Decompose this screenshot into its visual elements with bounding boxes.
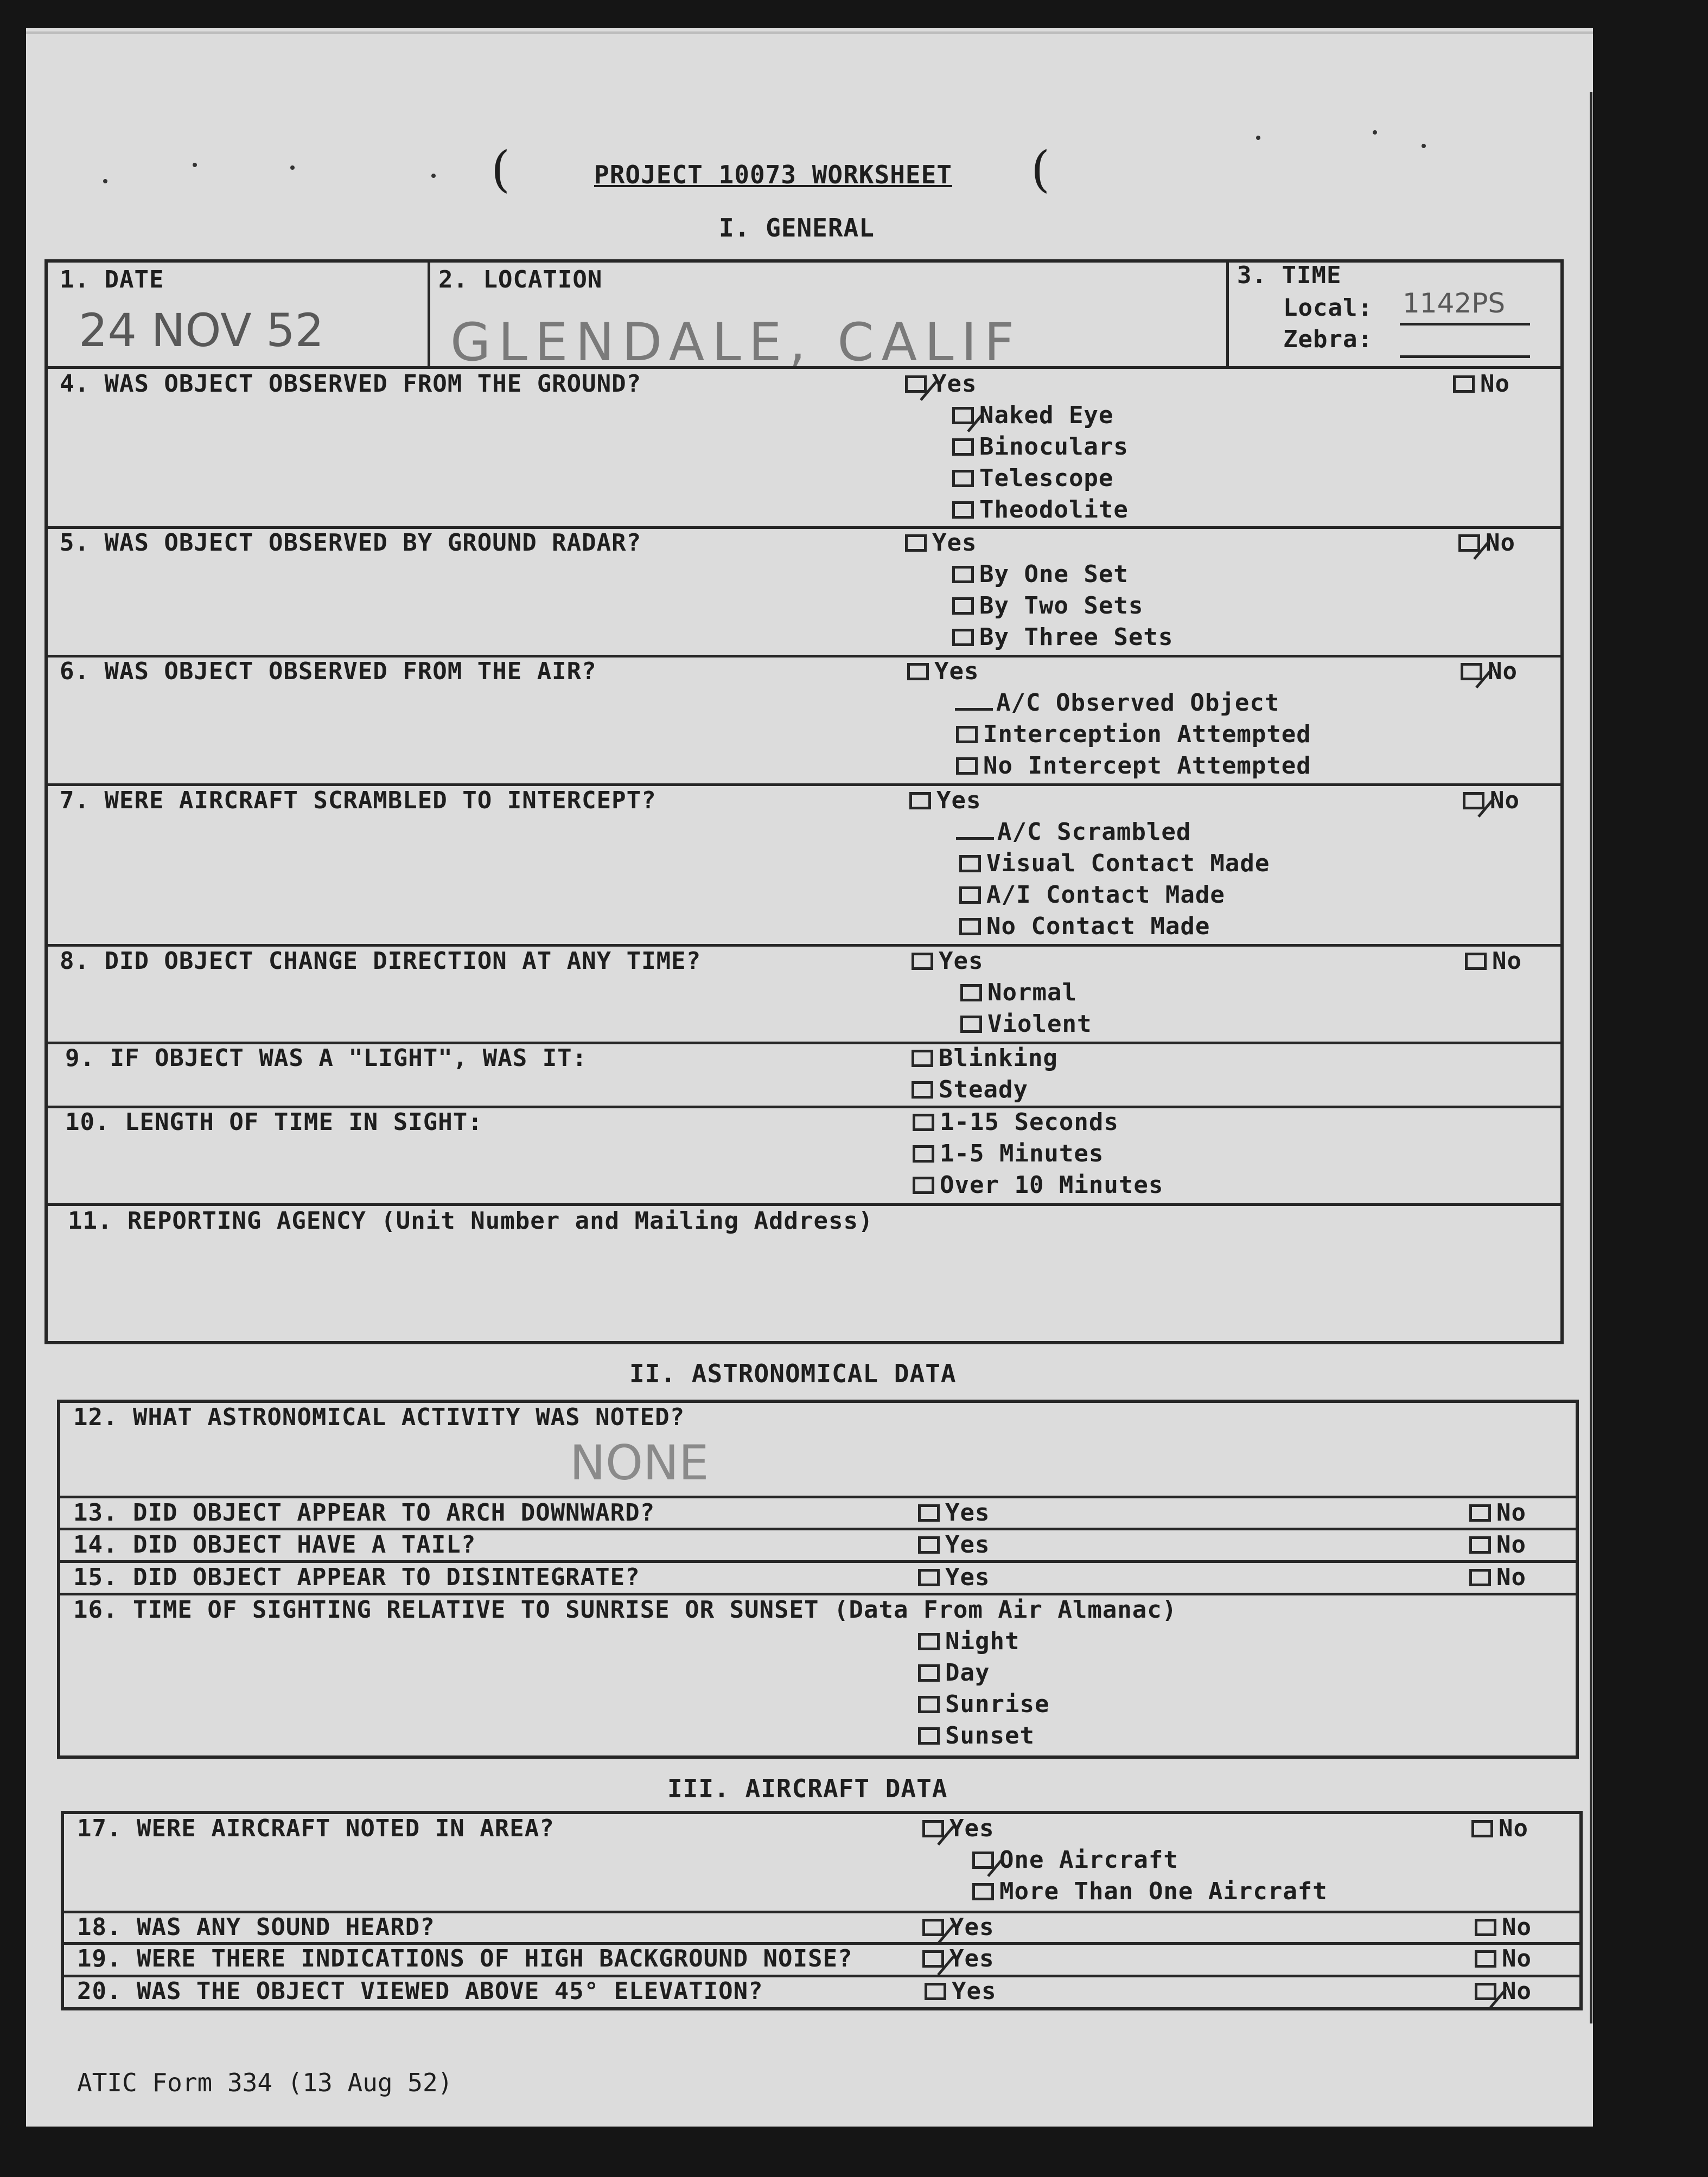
paren-mark: (	[1031, 141, 1050, 198]
q5-yes-checkbox[interactable]	[905, 534, 927, 552]
paren-mark: (	[491, 141, 511, 198]
q17-no-text: No	[1499, 1815, 1528, 1842]
q16-day-checkbox[interactable]	[918, 1664, 940, 1682]
time-label: 3. TIME	[1237, 261, 1342, 289]
q7-option-visual-contact[interactable]	[959, 850, 1270, 877]
q19-yes-text: Yes	[949, 1945, 995, 1972]
zebra-time-line	[1400, 355, 1530, 358]
q5-option-two-sets[interactable]	[952, 592, 1143, 620]
q7-label: 7. WERE AIRCRAFT SCRAMBLED TO INTERCEPT?	[60, 787, 657, 814]
q10-over-10-minutes-text: Over 10 Minutes	[940, 1171, 1164, 1199]
q8-no-checkbox[interactable]	[1465, 953, 1487, 970]
zebra-label: Zebra:	[1283, 325, 1373, 353]
q7-yes-text: Yes	[936, 787, 982, 814]
q6-no-checkbox[interactable]	[1461, 663, 1482, 680]
q13-no-checkbox[interactable]	[1469, 1504, 1491, 1522]
local-label: Local:	[1283, 294, 1373, 322]
q4-option-binoculars[interactable]	[952, 433, 1129, 461]
q17-label: 17. WERE AIRCRAFT NOTED IN AREA?	[77, 1815, 555, 1842]
q4-telescope-text: Telescope	[979, 464, 1114, 492]
q14-yes-text: Yes	[945, 1531, 990, 1559]
q15-yes-text: Yes	[945, 1563, 990, 1591]
q4-no-text: No	[1480, 370, 1510, 398]
q4-no-option[interactable]	[1453, 370, 1510, 398]
speck	[431, 174, 436, 178]
location-value[interactable]: GLENDALE, CALIF	[450, 312, 1022, 373]
q6-interception-attempted-checkbox[interactable]	[956, 726, 978, 743]
q10-1-15-seconds-checkbox[interactable]	[913, 1114, 934, 1131]
row-divider	[44, 783, 1564, 786]
q4-naked-eye-text: Naked Eye	[979, 401, 1114, 429]
q8-no-option[interactable]	[1465, 947, 1522, 975]
q8-normal-text: Normal	[987, 979, 1077, 1006]
q18-label: 18. WAS ANY SOUND HEARD?	[77, 1913, 435, 1941]
q17-one-aircraft-text: One Aircraft	[999, 1846, 1178, 1874]
q10-over-10-minutes-checkbox[interactable]	[913, 1177, 934, 1194]
row-divider	[57, 1496, 1579, 1498]
q7-ai-contact-text: A/I Contact Made	[986, 881, 1225, 909]
q7-option-ai-contact[interactable]	[959, 881, 1225, 909]
q4-yes-checkbox[interactable]	[905, 375, 927, 393]
q5-one-set-text: By One Set	[979, 560, 1129, 588]
q8-label: 8. DID OBJECT CHANGE DIRECTION AT ANY TIME?	[60, 947, 702, 975]
q4-option-naked-eye[interactable]	[952, 401, 1113, 429]
q14-no-checkbox[interactable]	[1469, 1536, 1491, 1554]
q11-answer-area[interactable]	[54, 1242, 1552, 1335]
q17-more-than-one-text: More Than One Aircraft	[999, 1878, 1328, 1905]
q14-no-text: No	[1496, 1531, 1526, 1559]
q5-option-three-sets[interactable]	[952, 623, 1173, 651]
q14-label: 14. DID OBJECT HAVE A TAIL?	[73, 1531, 476, 1559]
q17-no-checkbox[interactable]	[1471, 1820, 1493, 1837]
q19-no-option[interactable]	[1475, 1945, 1532, 1972]
q16-night-text: Night	[945, 1627, 1020, 1655]
q19-yes-checkbox[interactable]	[922, 1950, 944, 1968]
q16-sunrise-checkbox[interactable]	[918, 1696, 940, 1713]
q4-binoculars-text: Binoculars	[979, 433, 1129, 461]
q6-interception-attempted-text: Interception Attempted	[983, 720, 1311, 748]
q16-sunset-text: Sunset	[945, 1722, 1035, 1750]
q20-no-checkbox[interactable]	[1475, 1983, 1496, 2000]
q9-option-steady[interactable]	[912, 1076, 1028, 1103]
q8-violent-checkbox[interactable]	[960, 1016, 982, 1033]
q14-yes-option[interactable]	[918, 1531, 990, 1559]
top-edge-shadow	[26, 31, 1593, 34]
q16-option-night[interactable]	[918, 1627, 1019, 1655]
q8-yes-option[interactable]	[912, 947, 983, 975]
q17-one-aircraft-checkbox[interactable]	[972, 1852, 994, 1869]
q6-yes-text: Yes	[934, 657, 979, 685]
speck	[1256, 136, 1260, 140]
q20-yes-text: Yes	[952, 1977, 997, 2005]
q9-steady-text: Steady	[939, 1076, 1028, 1103]
q7-no-contact-text: No Contact Made	[986, 912, 1210, 940]
q5-yes-text: Yes	[932, 529, 977, 557]
q18-yes-checkbox[interactable]	[922, 1919, 944, 1936]
q8-no-text: No	[1492, 947, 1522, 975]
speck	[290, 165, 295, 170]
q16-sunrise-text: Sunrise	[945, 1690, 1050, 1718]
q7-visual-contact-text: Visual Contact Made	[986, 850, 1270, 877]
row-divider	[44, 1203, 1564, 1206]
q5-no-option[interactable]	[1458, 529, 1515, 557]
q4-telescope-checkbox[interactable]	[952, 470, 974, 487]
q9-label: 9. IF OBJECT WAS A "LIGHT", WAS IT:	[65, 1044, 588, 1072]
q6-no-option[interactable]	[1461, 657, 1518, 685]
q13-yes-text: Yes	[945, 1499, 990, 1527]
q15-yes-checkbox[interactable]	[918, 1569, 940, 1586]
q13-no-text: No	[1496, 1499, 1526, 1527]
date-value[interactable]: 24 NOV 52	[79, 304, 324, 357]
form-number-footer: ATIC Form 334 (13 Aug 52)	[77, 2068, 453, 2097]
q8-yes-text: Yes	[939, 947, 984, 975]
q7-option-no-contact[interactable]	[959, 912, 1210, 940]
q5-two-sets-text: By Two Sets	[979, 592, 1144, 620]
q9-steady-checkbox[interactable]	[912, 1081, 933, 1099]
q6-no-intercept-text: No Intercept Attempted	[983, 752, 1311, 780]
q6-option-ac-observed[interactable]	[955, 689, 1279, 717]
q14-yes-checkbox[interactable]	[918, 1536, 940, 1554]
q4-theodolite-checkbox[interactable]	[952, 501, 974, 519]
q7-no-checkbox[interactable]	[1463, 792, 1484, 809]
q20-yes-option[interactable]	[925, 1977, 996, 2005]
q19-no-checkbox[interactable]	[1475, 1950, 1496, 1968]
q4-option-theodolite[interactable]	[952, 496, 1129, 523]
speck	[193, 163, 197, 167]
q18-no-checkbox[interactable]	[1475, 1919, 1496, 1936]
page-title: PROJECT 10073 WORKSHEET	[594, 160, 952, 189]
q5-no-checkbox[interactable]	[1458, 534, 1480, 552]
q14-no-option[interactable]	[1469, 1531, 1526, 1559]
q20-yes-checkbox[interactable]	[925, 1983, 946, 2000]
q7-ai-contact-checkbox[interactable]	[959, 886, 981, 904]
q4-yes-text: Yes	[932, 370, 977, 398]
q15-label: 15. DID OBJECT APPEAR TO DISINTEGRATE?	[73, 1563, 640, 1591]
divider	[1226, 259, 1229, 368]
q10-1-15-seconds-text: 1-15 Seconds	[940, 1108, 1119, 1136]
q17-option-more-than-one[interactable]	[972, 1878, 1328, 1905]
q7-yes-checkbox[interactable]	[909, 792, 931, 809]
row-divider	[57, 1593, 1579, 1595]
row-divider	[57, 1528, 1579, 1530]
q16-option-sunrise[interactable]	[918, 1690, 1049, 1718]
q10-1-5-minutes-checkbox[interactable]	[913, 1145, 934, 1163]
q11-label: 11. REPORTING AGENCY (Unit Number and Mailing Address)	[68, 1207, 874, 1235]
q4-option-telescope[interactable]	[952, 464, 1113, 492]
q12-label: 12. WHAT ASTRONOMICAL ACTIVITY WAS NOTED?	[73, 1403, 685, 1431]
q9-option-blinking[interactable]	[912, 1044, 1058, 1072]
section-general: I. GENERAL	[719, 213, 875, 242]
q13-label: 13. DID OBJECT APPEAR TO ARCH DOWNWARD?	[73, 1499, 655, 1527]
q5-option-one-set[interactable]	[952, 560, 1129, 588]
q16-sunset-checkbox[interactable]	[918, 1727, 940, 1745]
q16-day-text: Day	[945, 1659, 990, 1687]
q16-option-day[interactable]	[918, 1659, 990, 1687]
q7-no-option[interactable]	[1463, 787, 1520, 814]
q17-yes-text: Yes	[949, 1815, 995, 1842]
q17-yes-checkbox[interactable]	[922, 1820, 944, 1837]
q5-three-sets-checkbox[interactable]	[952, 629, 974, 646]
q4-yes-option[interactable]	[905, 370, 977, 398]
q10-option-1-5-minutes[interactable]	[913, 1140, 1104, 1167]
q19-label: 19. WERE THERE INDICATIONS OF HIGH BACKGROUND NOISE?	[77, 1945, 853, 1972]
q8-normal-checkbox[interactable]	[960, 984, 982, 1001]
q6-ac-observed-blank[interactable]	[955, 708, 993, 711]
q13-yes-option[interactable]	[918, 1499, 990, 1527]
local-time-value[interactable]: 1142PS	[1403, 288, 1506, 319]
q12-answer[interactable]: NONE	[570, 1435, 709, 1491]
q8-violent-text: Violent	[987, 1010, 1092, 1038]
q5-three-sets-text: By Three Sets	[979, 623, 1174, 651]
q18-yes-option[interactable]	[922, 1913, 994, 1941]
speck	[103, 179, 107, 183]
q17-more-than-one-checkbox[interactable]	[972, 1883, 994, 1900]
q10-option-1-15-seconds[interactable]	[913, 1108, 1119, 1136]
q8-yes-checkbox[interactable]	[912, 953, 933, 970]
q7-no-text: No	[1490, 787, 1520, 814]
q9-blinking-checkbox[interactable]	[912, 1050, 933, 1067]
q6-label: 6. WAS OBJECT OBSERVED FROM THE AIR?	[60, 657, 597, 685]
q4-no-checkbox[interactable]	[1453, 375, 1475, 393]
q16-label: 16. TIME OF SIGHTING RELATIVE TO SUNRISE OR SUNSET (Data From Air Almanac)	[73, 1596, 1177, 1624]
right-margin-line	[1590, 92, 1592, 2023]
q4-label: 4. WAS OBJECT OBSERVED FROM THE GROUND?	[60, 370, 642, 398]
speck	[1422, 144, 1426, 148]
row-divider	[57, 1560, 1579, 1563]
q18-no-option[interactable]	[1475, 1913, 1532, 1941]
q4-binoculars-checkbox[interactable]	[952, 438, 974, 456]
q7-ac-scrambled-text: A/C Scrambled	[997, 818, 1191, 846]
q18-yes-text: Yes	[949, 1913, 995, 1941]
date-label: 1. DATE	[60, 266, 164, 293]
q15-no-option[interactable]	[1469, 1563, 1526, 1591]
q17-yes-option[interactable]	[922, 1815, 994, 1842]
q6-yes-option[interactable]	[907, 657, 979, 685]
section-astronomical: II. ASTRONOMICAL DATA	[629, 1359, 957, 1388]
q5-two-sets-checkbox[interactable]	[952, 597, 974, 615]
q6-no-text: No	[1488, 657, 1518, 685]
local-time-line	[1400, 323, 1530, 325]
q15-no-text: No	[1496, 1563, 1526, 1591]
q5-yes-option[interactable]	[905, 529, 977, 557]
q18-no-text: No	[1502, 1913, 1532, 1941]
q10-label: 10. LENGTH OF TIME IN SIGHT:	[65, 1108, 483, 1136]
section-aircraft: III. AIRCRAFT DATA	[667, 1774, 948, 1803]
q19-yes-option[interactable]	[922, 1945, 994, 1972]
q7-ac-scrambled-blank[interactable]	[956, 837, 994, 840]
q15-no-checkbox[interactable]	[1469, 1569, 1491, 1586]
location-label: 2. LOCATION	[438, 266, 603, 293]
q20-label: 20. WAS THE OBJECT VIEWED ABOVE 45° ELEVATION?	[77, 1977, 763, 2005]
q10-option-over-10-minutes[interactable]	[913, 1171, 1163, 1199]
q16-option-sunset[interactable]	[918, 1722, 1035, 1750]
q4-theodolite-text: Theodolite	[979, 496, 1129, 523]
q5-one-set-checkbox[interactable]	[952, 566, 974, 583]
q17-no-option[interactable]	[1471, 1815, 1528, 1842]
speck	[1373, 130, 1377, 135]
q10-1-5-minutes-text: 1-5 Minutes	[940, 1140, 1104, 1167]
q13-yes-checkbox[interactable]	[918, 1504, 940, 1522]
q6-no-intercept-checkbox[interactable]	[956, 757, 978, 775]
q5-no-text: No	[1486, 529, 1515, 557]
row-divider	[44, 944, 1564, 947]
q5-label: 5. WAS OBJECT OBSERVED BY GROUND RADAR?	[60, 529, 642, 557]
q7-no-contact-checkbox[interactable]	[959, 918, 981, 935]
q20-no-text: No	[1502, 1977, 1532, 2005]
q19-no-text: No	[1502, 1945, 1532, 1972]
q6-yes-checkbox[interactable]	[907, 663, 929, 680]
q7-visual-contact-checkbox[interactable]	[959, 855, 981, 872]
q6-option-no-intercept[interactable]	[956, 752, 1311, 780]
q6-option-interception-attempted[interactable]	[956, 720, 1311, 748]
q17-option-one-aircraft[interactable]	[972, 1846, 1178, 1874]
q9-blinking-text: Blinking	[939, 1044, 1058, 1072]
q8-option-normal[interactable]	[960, 979, 1077, 1006]
q15-yes-option[interactable]	[918, 1563, 990, 1591]
q13-no-option[interactable]	[1469, 1499, 1526, 1527]
q6-ac-observed-text: A/C Observed Object	[996, 689, 1280, 717]
q20-no-option[interactable]	[1475, 1977, 1532, 2005]
q4-naked-eye-checkbox[interactable]	[952, 407, 974, 424]
q7-yes-option[interactable]	[909, 787, 981, 814]
divider	[428, 259, 430, 368]
q16-night-checkbox[interactable]	[918, 1633, 940, 1650]
q8-option-violent[interactable]	[960, 1010, 1092, 1038]
q7-option-ac-scrambled[interactable]	[956, 818, 1191, 846]
